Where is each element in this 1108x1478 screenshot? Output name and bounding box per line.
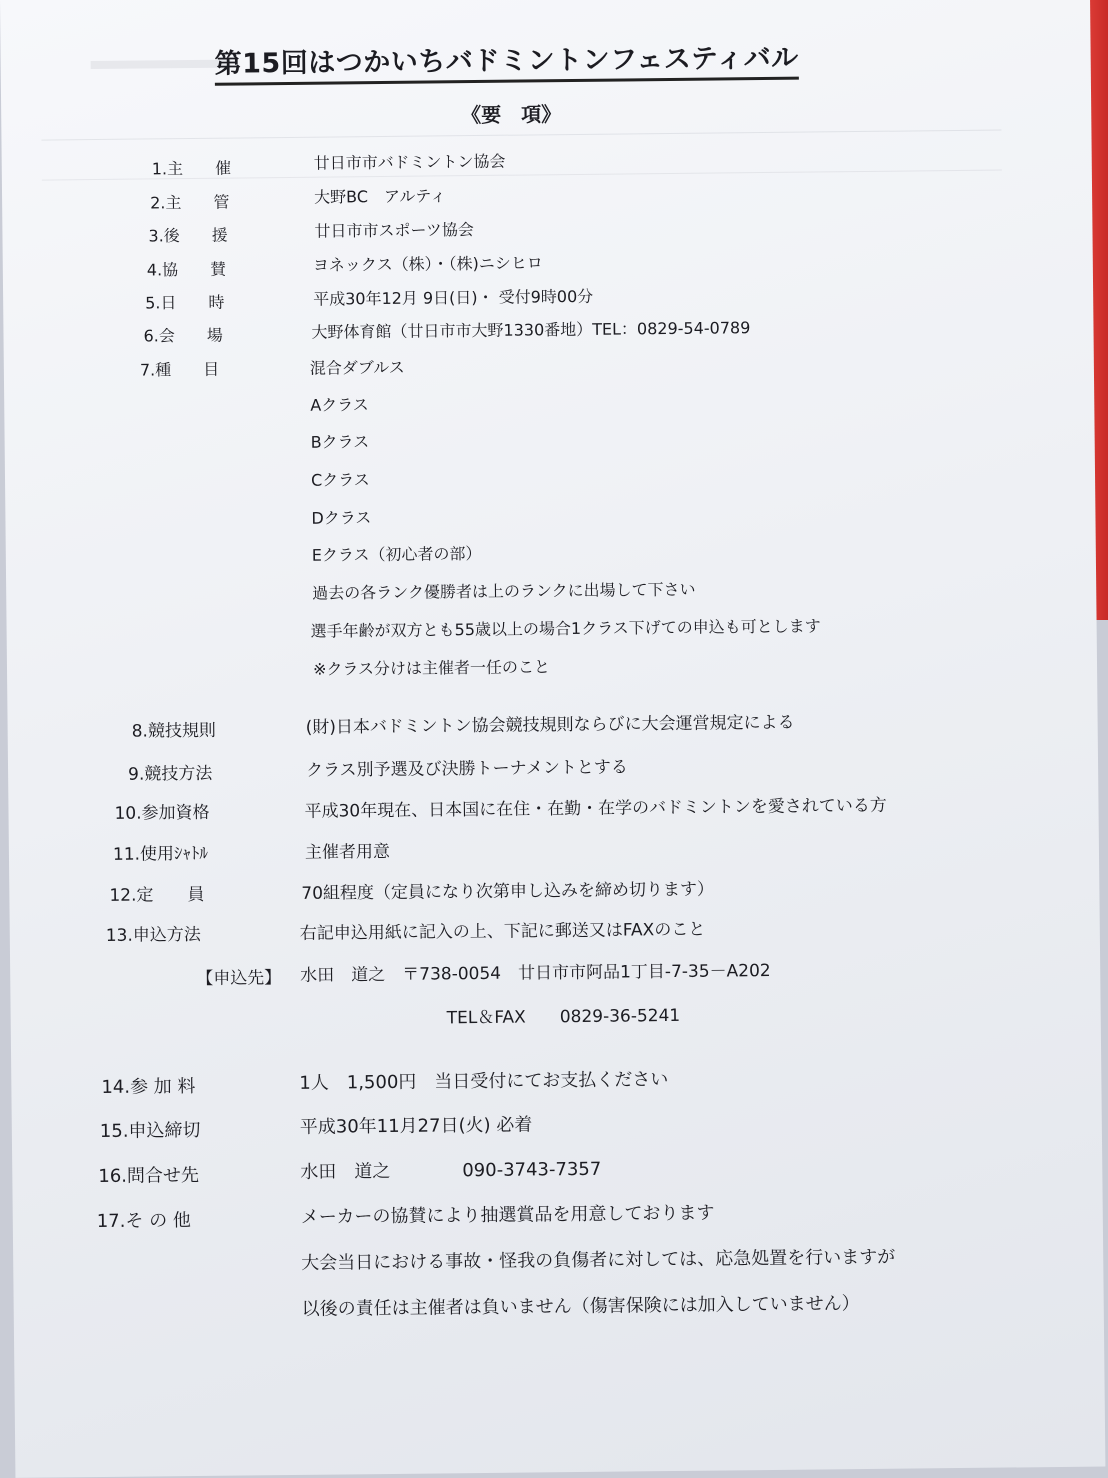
item-value: 大野体育館（廿日市市大野1330番地）TEL：0829-54-0789 (311, 318, 751, 342)
item-label: 4.協 賛 (146, 259, 227, 280)
event-line: Aクラス (310, 395, 369, 415)
item-label: 15.申込締切 (99, 1119, 201, 1143)
item-value: 1人 1,500円 当日受付にてお支払ください (299, 1069, 669, 1094)
item-label: 7.種 目 (139, 359, 220, 380)
item-value: 70組程度（定員になり次第申し込みを締め切ります） (301, 879, 715, 904)
item-label: 6.会 場 (143, 325, 223, 346)
item-label: 2.主 管 (150, 192, 230, 213)
note-line: 以後の責任は主催者は負いません（傷害保険には加入していません） (301, 1293, 860, 1320)
item-label: 9.競技方法 (128, 763, 213, 785)
item-label: 17.そ の 他 (96, 1210, 191, 1233)
item-label: 10.参加資格 (114, 802, 210, 824)
event-line: Eクラス（初心者の部） (311, 543, 482, 565)
item-value: 廿日市市スポーツ協会 (314, 220, 474, 241)
event-line: Dクラス (311, 508, 372, 528)
item-label: 3.後 援 (148, 225, 228, 246)
document-title: 第15回はつかいちバドミントンフェスティバル (214, 36, 798, 86)
item-value: 混合ダブルス (309, 357, 405, 378)
item-label: 14.参 加 料 (101, 1076, 196, 1098)
item-value: 廿日市市バドミントン協会 (313, 151, 506, 173)
item-value: メーカーの協賛により抽選賞品を用意しております (300, 1202, 715, 1228)
application-tel: TEL＆FAX 0829-36-5241 (446, 1005, 681, 1029)
item-value: 主催者用意 (304, 841, 391, 863)
item-label: 11.使用ｼｬﾄﾙ (112, 843, 209, 865)
item-value: 平成30年現在、日本国に在住・在勤・在学のバドミントンを愛されている方 (304, 795, 887, 822)
item-value: (財)日本バドミントン協会競技規則ならびに大会運営規定による (305, 712, 795, 738)
item-label: 8.競技規則 (131, 720, 217, 742)
note-line: 大会当日における事故・怪我の負傷者に対しては、応急処置を行いますが (301, 1246, 896, 1274)
item-label: 5.日 時 (145, 292, 225, 313)
event-line: ※クラス分けは主催者一任のこと (312, 657, 551, 679)
document-subtitle: 《要 項》 (461, 102, 562, 128)
bleed-through-line (41, 130, 1001, 141)
application-label: 【申込先】 (196, 968, 282, 989)
item-label: 13.申込方法 (105, 924, 201, 946)
item-value: 右記申込用紙に記入の上、下記に郵送又はFAXのこと (299, 919, 706, 944)
event-line: 過去の各ランク優勝者は上のランクに出場して下さい (312, 579, 696, 603)
item-label: 12.定 員 (109, 884, 205, 906)
item-value: 平成30年12月 9日(日)・ 受付9時00分 (313, 286, 594, 309)
item-value: 大野BC アルティ (313, 186, 447, 207)
event-line: 選手年齢が双方とも55歳以上の場合1クラス下げての申込も可とします (310, 616, 821, 641)
item-value: クラス別予選及び決勝トーナメントとする (305, 757, 628, 781)
item-value: ヨネックス（株）・（株)ニシヒロ (312, 253, 543, 275)
item-value: 平成30年11月27日(火) 必着 (299, 1114, 533, 1138)
event-line: Cクラス (310, 470, 370, 490)
item-label: 1.主 催 (151, 158, 232, 179)
application-address: 水田 道之 〒738-0054 廿日市市阿品1丁目-7-35－A202 (300, 960, 771, 986)
bleed-through-mark (91, 60, 231, 69)
event-line: Bクラス (310, 432, 370, 452)
item-value: 水田 道之 090-3743-7357 (300, 1158, 602, 1183)
item-label: 16.問合せ先 (98, 1164, 200, 1188)
